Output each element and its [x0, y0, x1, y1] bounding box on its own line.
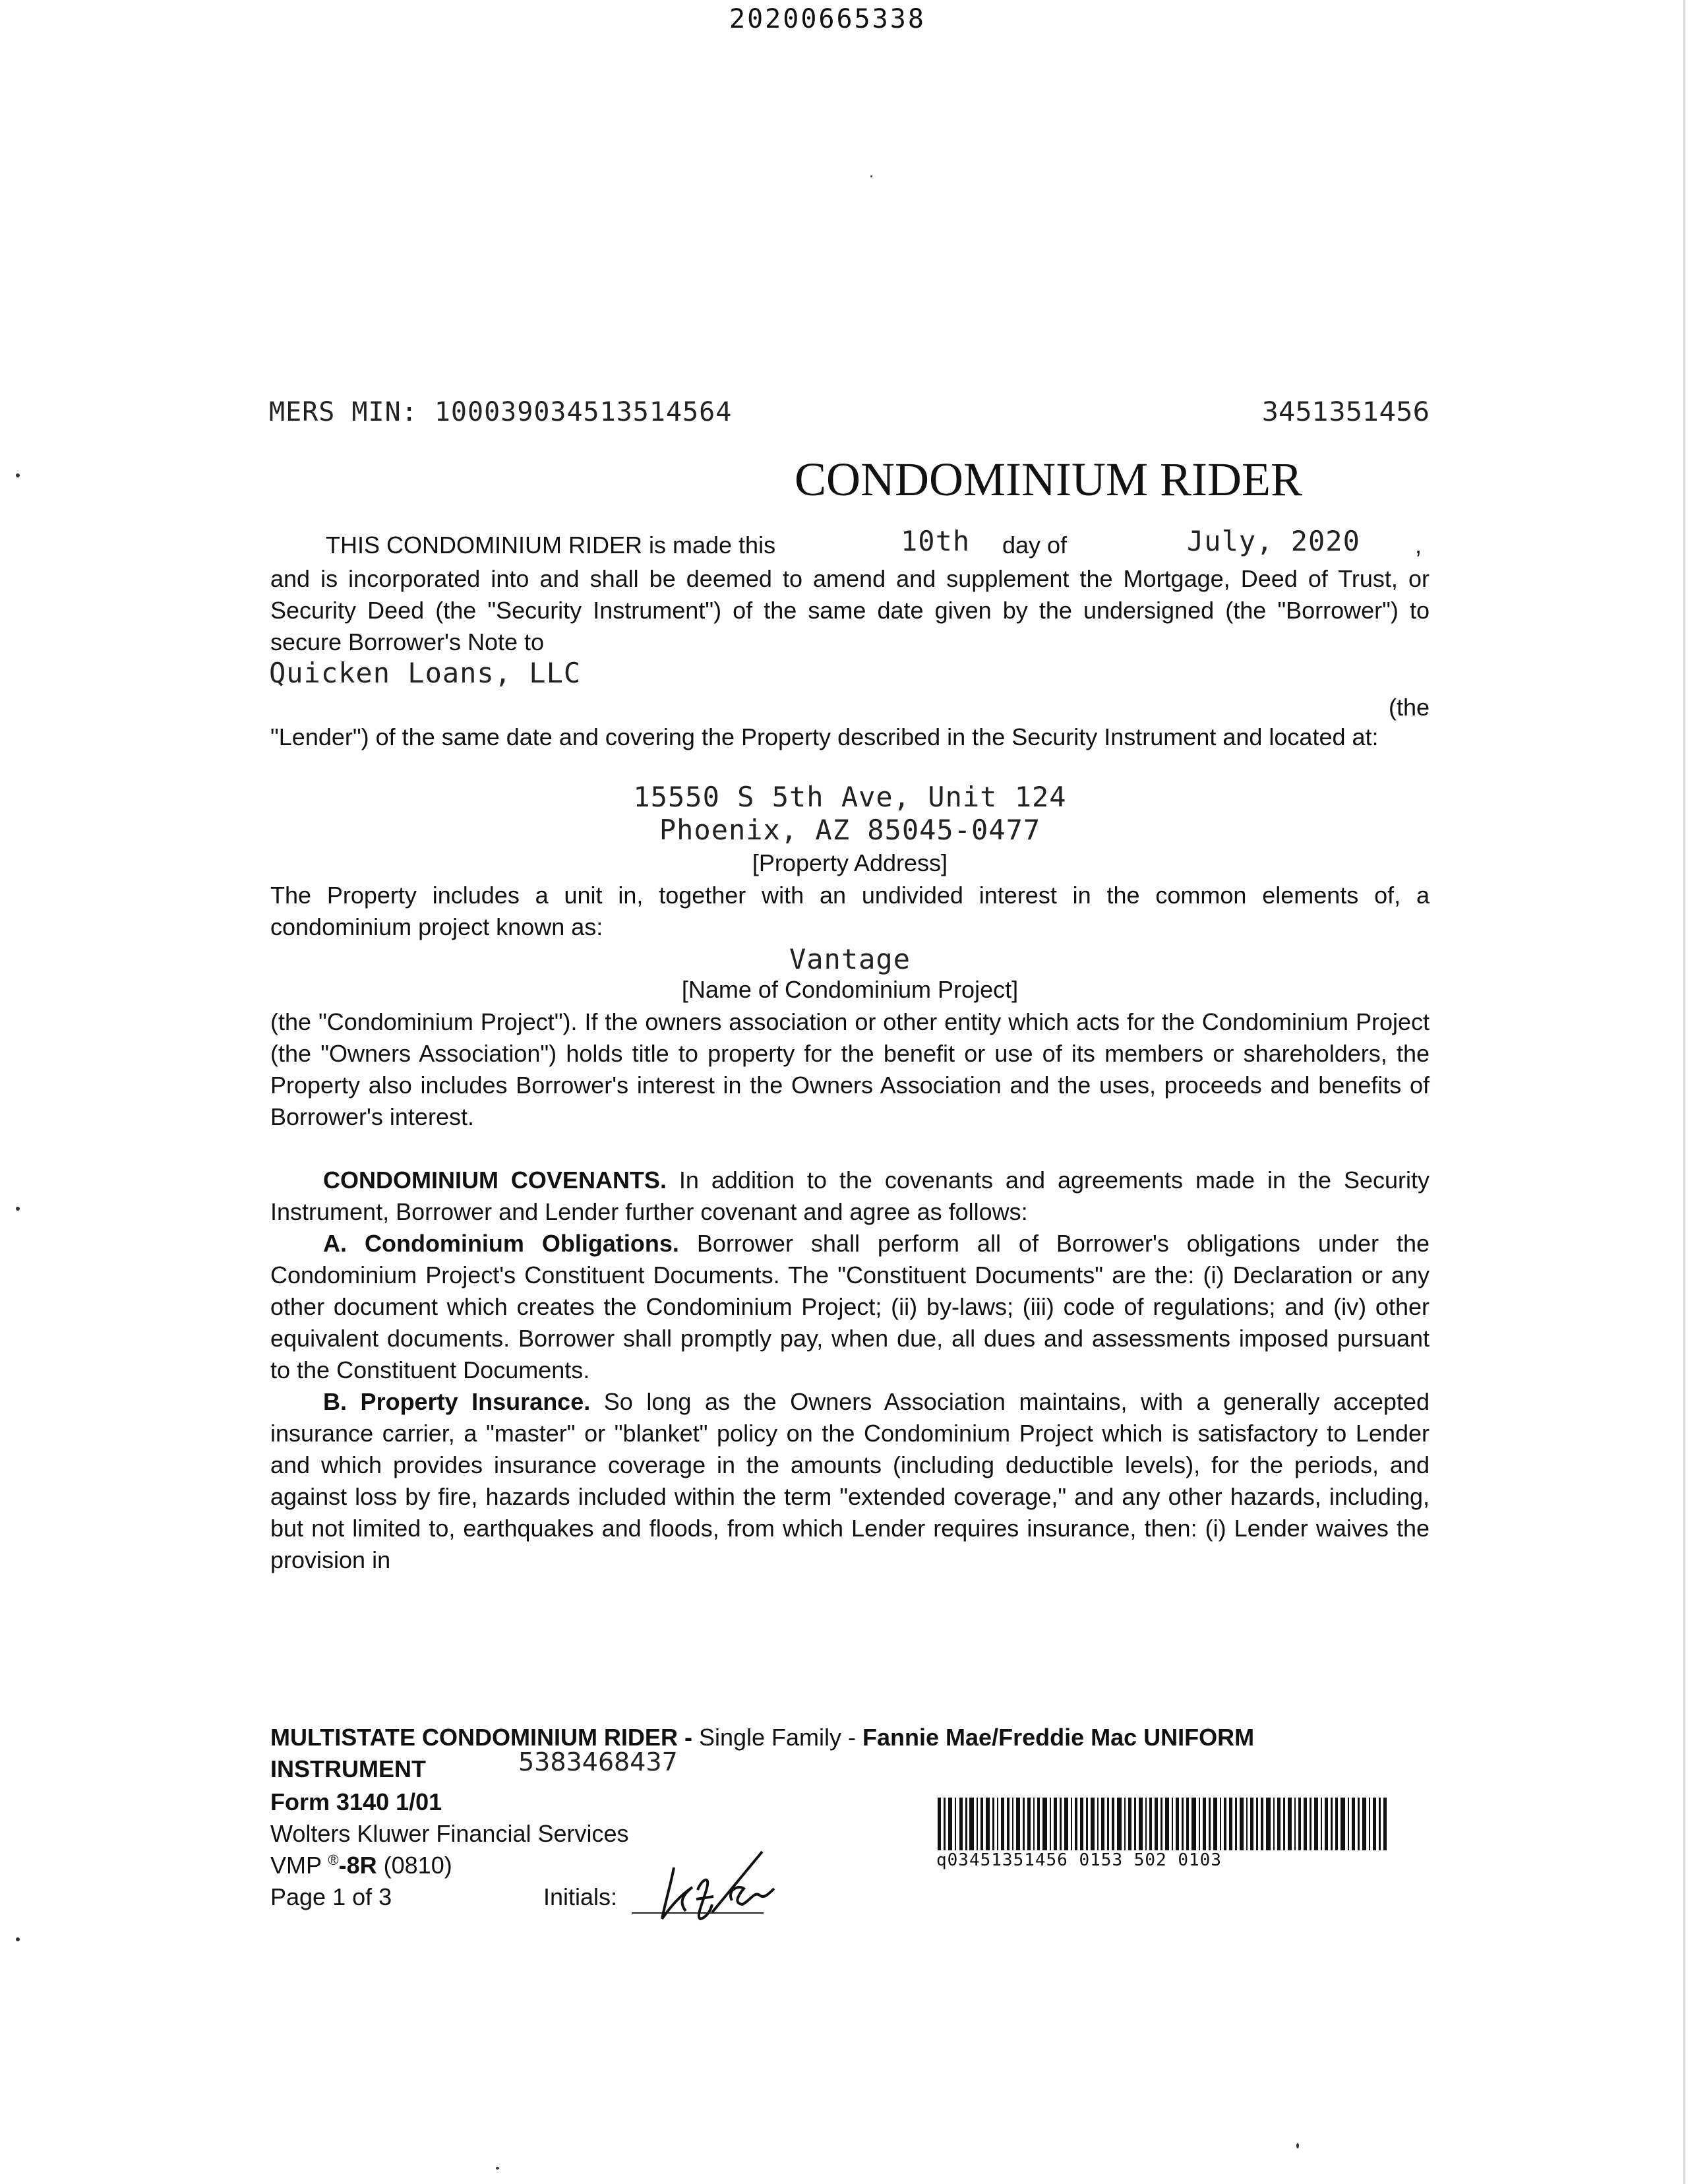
scan-speck [16, 1937, 20, 1941]
scan-speck [1296, 2143, 1299, 2148]
loan-number: 3451351456 [1261, 397, 1430, 427]
project-label: [Name of Condominium Project] [681, 976, 1019, 1003]
section-b-heading: B. Property Insurance. [323, 1388, 591, 1415]
intro-day: 10th [901, 525, 971, 557]
address-label: [Property Address] [752, 849, 948, 876]
intro-paragraph-4: (the "Condominium Project"). If the owners association or other entity which acts for the Condominium Project (the "Owners Association") holds title to property for the benefit or use of its members or shareholders, the Property also includes Borrower's interest in the Owners Association and the uses, proceeds and benefits of Borrower's interest. [270, 1008, 1430, 1130]
scan-speck [16, 1207, 20, 1211]
covenants-section [270, 1165, 1430, 1576]
intro-paragraph-3: The Property includes a unit in, together with an undivided interest in the common elements of, a condominium project known as: [270, 882, 1430, 940]
barcode-image [938, 1798, 1387, 1850]
section-b-text: So long as the Owners Association maintains, with a generally accepted insurance carrier, a "master" or "blanket" policy on the Condominium Project which is satisfactory to Lender and which provides insurance coverage in the amounts (including deductible levels), for the periods, and against loss by fire, hazards included within the term "extended coverage," and any other hazards, including, but not limited to, earthquakes and floods, from which Lender requires insurance, then: (i) Lender waives the provision in [270, 1388, 1430, 1573]
intro-made-this: THIS CONDOMINIUM RIDER is made this [326, 531, 776, 559]
scan-speck [16, 473, 20, 477]
barcode-caption: q03451351456 0153 502 0103 [936, 1850, 1222, 1870]
scan-speck [496, 2167, 499, 2169]
footer-single-family: Single Family - [698, 1724, 857, 1751]
footer-form: Form 3140 1/01 [270, 1788, 442, 1815]
intro-paragraph-1: and is incorporated into and shall be deemed to amend and supplement the Mortgage, Deed of Trust, or Security Deed (the "Security Instrument") of the same date given by the undersigned (the "Borrower") to secure Borrower's Note to [270, 565, 1430, 655]
handwritten-initials-signature [633, 1827, 791, 1926]
footer-publisher: Wolters Kluwer Financial Services [270, 1820, 629, 1847]
footer-page: Page 1 of 3 [270, 1883, 392, 1910]
footer-fannie: Fannie Mae/Freddie Mac UNIFORM [862, 1724, 1255, 1751]
document-number: 20200665338 [729, 4, 926, 34]
lender-name: Quicken Loans, LLC [269, 657, 582, 689]
intro-day-of: day of [1002, 531, 1068, 559]
project-name: Vantage [789, 943, 911, 975]
footer-multistate: MULTISTATE CONDOMINIUM RIDER - [270, 1724, 692, 1751]
intro-comma: , [1415, 531, 1422, 559]
mers-min: MERS MIN: 100039034513514564 [269, 397, 733, 427]
scan-speck [870, 175, 872, 177]
section-a-text: Borrower shall perform all of Borrower's obligations under the Condominium Project's Constituent Documents. The "Constituent Documents" are the: (i) Declaration or any other document which creates the Condominium Project; (ii) by-laws; (iii) code of regulations; and (iv) other equivalent documents. Borrower shall promptly pay, when due, all dues and assessments imposed pursuant to the Constituent Documents. [270, 1230, 1430, 1383]
scan-edge [1683, 0, 1685, 2184]
covenants-intro: In addition to the covenants and agreements made in the Security Instrument, Borrower and Lender further covenant and agree as follows: [270, 1167, 1430, 1225]
initials-label: Initials: [543, 1883, 618, 1910]
page-title: CONDOMINIUM RIDER [795, 453, 1302, 506]
intro-month-year: July, 2020 [1187, 525, 1360, 557]
footer-instrument: INSTRUMENT [270, 1755, 426, 1782]
intro-the: (the [1388, 694, 1430, 721]
intro-paragraph-2: "Lender") of the same date and covering the Property described in the Security Instrument and located at: [270, 723, 1379, 750]
address-line-1: 15550 S 5th Ave, Unit 124 [633, 781, 1067, 813]
address-line-2: Phoenix, AZ 85045-0477 [659, 814, 1041, 846]
section-a-heading: A. Condominium Obligations. [323, 1230, 679, 1257]
footer-form-line [270, 1724, 1430, 1751]
footer-vmp: VMP ®-8R (0810) [270, 1852, 452, 1879]
instrument-number: 5383468437 [518, 1747, 678, 1776]
covenants-heading: CONDOMINIUM COVENANTS. [323, 1167, 667, 1194]
